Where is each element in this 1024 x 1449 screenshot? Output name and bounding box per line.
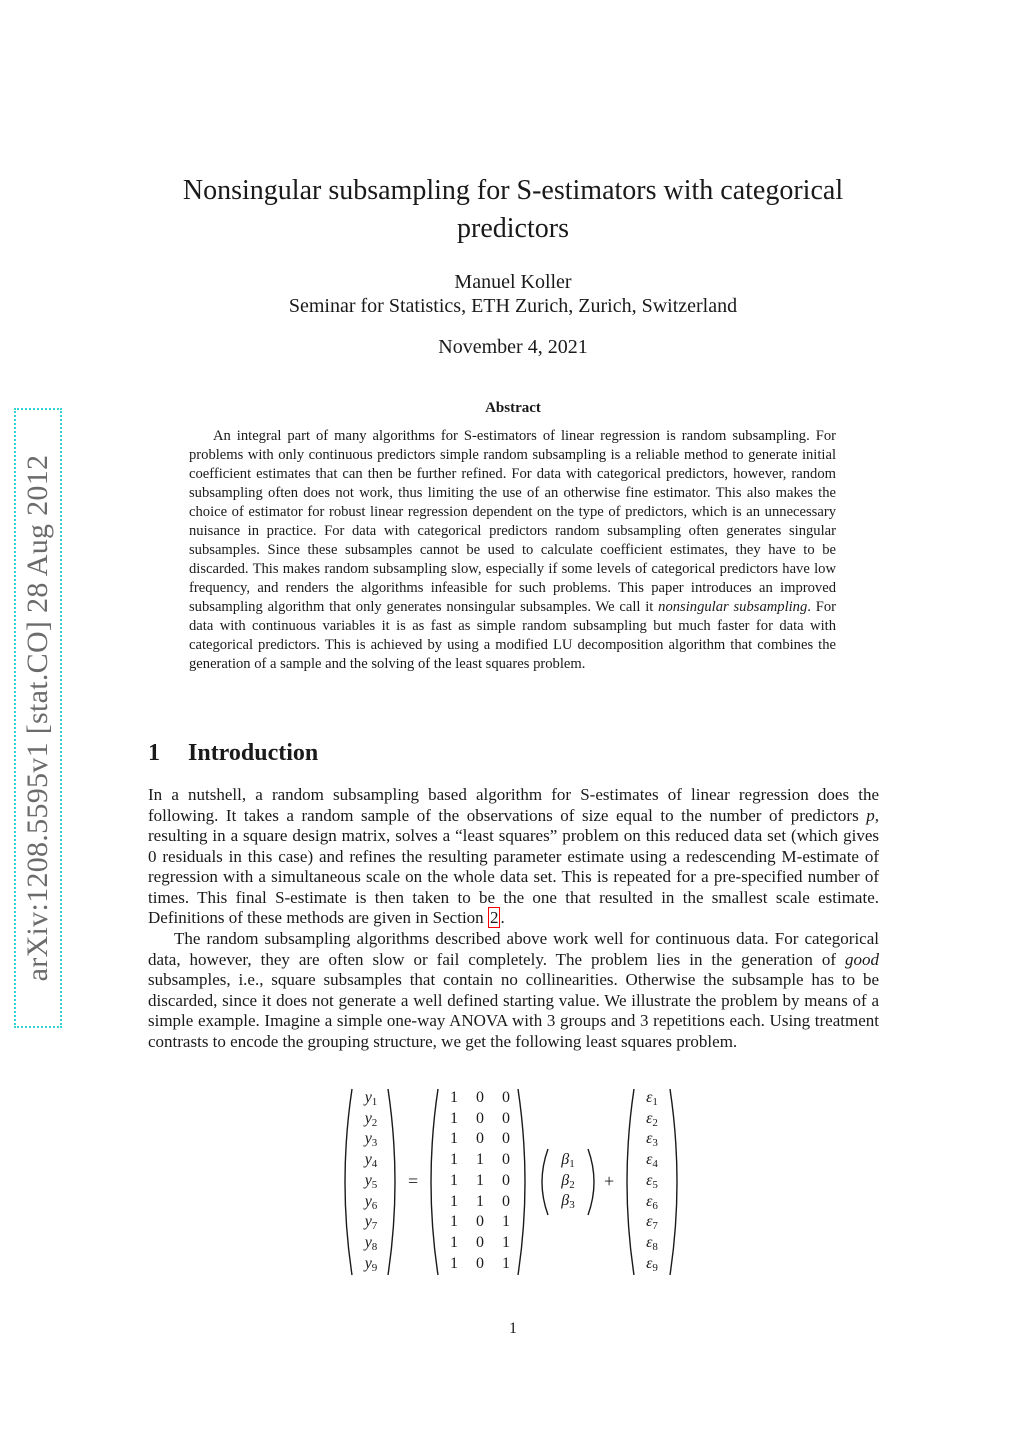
intro-paragraph-1 xyxy=(148,785,879,929)
intro-paragraph-2 xyxy=(148,929,879,1052)
paper-date: November 4, 2021 xyxy=(438,336,588,358)
section-number: 1 xyxy=(148,740,160,766)
beta-bracket-right xyxy=(588,1149,594,1215)
para1-end: . xyxy=(500,908,505,927)
para1-text-2: , resulting in a square design matrix, solves a “least squares” problem on this reduced data set (which gives 0 residuals in this case) and refines the resulting parameter estimate using a redescending M-estimate of regression with a simultaneous scale on the whole data set. This is repeated for a pre-specified number of times. This final S-estimate is then taken to be the one that resulted in the smallest scale estimate. Definitions of these methods are given in Section xyxy=(148,805,879,927)
design-matrix-entry: 1 xyxy=(502,1254,510,1272)
para1-symbol-p: p xyxy=(866,805,875,825)
design-matrix-entry: 0 xyxy=(502,1151,510,1169)
epsilon-entry: $\varepsilon_4$ xyxy=(646,1151,658,1171)
design-matrix-entry: 0 xyxy=(502,1130,510,1148)
y-entry: $y_3$ xyxy=(364,1130,378,1150)
design-matrix-entry: 1 xyxy=(450,1254,458,1272)
y-entry: $y_5$ xyxy=(364,1171,378,1191)
beta-entry: $\beta_1$ xyxy=(561,1151,575,1170)
arxiv-stamp xyxy=(14,408,62,1028)
eps-bracket-left xyxy=(627,1089,634,1275)
y-bracket-right xyxy=(388,1089,395,1275)
design-matrix-entry: 1 xyxy=(450,1192,458,1210)
design-matrix-entry: 1 xyxy=(476,1171,484,1189)
author-affiliation: Seminar for Statistics, ETH Zurich, Zurich, Switzerland xyxy=(288,295,738,317)
epsilon-entry: $\varepsilon_9$ xyxy=(646,1254,658,1274)
equals-sign: = xyxy=(408,1171,419,1191)
epsilon-entry: $\varepsilon_3$ xyxy=(646,1130,658,1150)
epsilon-entry: $\varepsilon_6$ xyxy=(646,1192,658,1212)
section-heading xyxy=(148,740,878,767)
design-matrix-entry: 0 xyxy=(476,1213,484,1231)
design-matrix-entry: 0 xyxy=(502,1171,510,1189)
paper-title: Nonsingular subsampling for S-estimators with categorical predictors xyxy=(182,175,844,244)
epsilon-entry: $\varepsilon_8$ xyxy=(646,1233,658,1253)
y-entry: $y_6$ xyxy=(364,1192,378,1212)
y-entry: $y_1$ xyxy=(364,1089,378,1108)
design-matrix-entry: 0 xyxy=(476,1109,484,1127)
para2-text-2: subsamples, i.e., square subsamples that contain no collinearities. Otherwise the subsample has to be discarded, since it does not generate a well defined starting value. We illustrate the problem by means of a simple example. Imagine a simple one-way ANOVA with 3 groups and 3 repetitions each. Using treatment contrasts to encode the grouping structure, we get the following least squares problem. xyxy=(148,970,879,1051)
design-matrix-entry: 0 xyxy=(476,1089,484,1106)
y-entry: $y_2$ xyxy=(364,1109,378,1129)
design-matrix-entry: 0 xyxy=(502,1109,510,1127)
design-matrix-entry: 0 xyxy=(476,1254,484,1272)
para2-text-1: The random subsampling algorithms described above work well for continuous data. For categorical data, however, they are often slow or fail completely. The problem lies in the generation of xyxy=(148,929,879,969)
epsilon-entry: $\varepsilon_5$ xyxy=(646,1171,658,1191)
design-matrix-entry: 1 xyxy=(450,1233,458,1251)
design-matrix-entry: 1 xyxy=(450,1130,458,1148)
section-title: Introduction xyxy=(188,740,319,766)
y-entry: $y_9$ xyxy=(364,1254,378,1274)
design-matrix-entry: 1 xyxy=(450,1089,458,1106)
design-matrix-entry: 0 xyxy=(476,1130,484,1148)
plus-sign: + xyxy=(604,1171,615,1191)
para1-text-1: In a nutshell, a random subsampling based algorithm for S-estimates of linear regression does the following. It takes a random sample of the observations of size equal to the number of predictors xyxy=(148,785,879,825)
para2-emphasis: good xyxy=(845,949,879,969)
author-name: Manuel Koller xyxy=(454,271,572,293)
abstract-text-2: . For data with continuous variables it is as fast as simple random subsampling but much faster for data with categorical predictors. This is achieved by using a modified LU decomposition algorithm that combines the generation of a sample and the solving of the least squares problem. xyxy=(189,599,836,672)
eps-bracket-right xyxy=(670,1089,677,1275)
epsilon-entry: $\varepsilon_2$ xyxy=(646,1109,658,1129)
design-matrix-entry: 1 xyxy=(450,1213,458,1231)
design-matrix-entry: 1 xyxy=(502,1233,510,1251)
epsilon-entry: $\varepsilon_1$ xyxy=(646,1089,658,1108)
design-matrix-entry: 1 xyxy=(476,1151,484,1169)
beta-bracket-left xyxy=(542,1149,548,1215)
abstract-text-1: An integral part of many algorithms for S-estimators of linear regression is random subsampling. For problems with only continuous predictors simple random subsampling is a reliable method to generate initial coefficient estimates that can then be further refined. For data with categorical predictors, however, random subsampling often does not work, thus limiting the use of an otherwise fine estimator. This also makes the choice of estimator for robust linear regression dependent on the type of predictors, which is an unnecessary nuisance in practice. For data with categorical predictors random subsampling often generates singular subsamples. Since these subsamples cannot be used to calculate coefficient estimates, they have to be discarded. This makes random subsampling slow, especially if some levels of categorical predictors have low frequency, and renders the algorithms infeasible for such problems. This paper introduces an improved subsampling algorithm that only generates nonsingular subsamples. We call it xyxy=(189,428,836,615)
y-bracket-left xyxy=(345,1089,352,1275)
design-matrix-entry: 1 xyxy=(476,1192,484,1210)
design-matrix-entry: 1 xyxy=(502,1213,510,1231)
abstract-emphasis: nonsingular subsampling xyxy=(658,599,808,615)
beta-entry: $\beta_2$ xyxy=(561,1171,575,1191)
beta-entry: $\beta_3$ xyxy=(561,1192,575,1212)
y-entry: $y_4$ xyxy=(364,1151,378,1171)
design-matrix-entry: 1 xyxy=(450,1109,458,1127)
abstract-body xyxy=(189,427,836,674)
epsilon-entry: $\varepsilon_7$ xyxy=(646,1213,658,1233)
design-matrix-entry: 0 xyxy=(502,1192,510,1210)
y-entry: $y_8$ xyxy=(364,1233,378,1253)
page-number: 1 xyxy=(509,1320,517,1337)
design-matrix-entry: 0 xyxy=(502,1089,510,1106)
design-matrix-entry: 1 xyxy=(450,1151,458,1169)
abstract-heading: Abstract xyxy=(485,400,541,416)
matrix-equation xyxy=(340,1085,700,1280)
y-entry: $y_7$ xyxy=(364,1213,378,1233)
arxiv-identifier: arXiv:1208.5595v1 [stat.CO] 28 Aug 2012 xyxy=(21,454,54,982)
design-matrix-entry: 1 xyxy=(450,1171,458,1189)
section-reference-link[interactable]: 2 xyxy=(489,908,499,927)
design-matrix-entry: 0 xyxy=(476,1233,484,1251)
x-bracket-left xyxy=(431,1089,438,1275)
